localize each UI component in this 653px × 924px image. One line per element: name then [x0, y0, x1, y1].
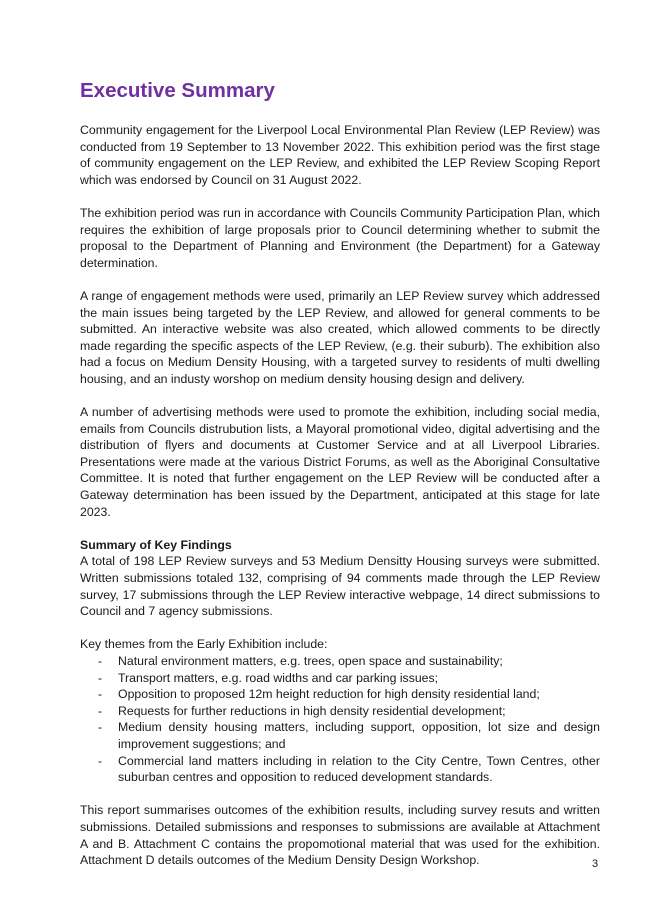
page-number: 3 — [592, 858, 599, 870]
bullet-dash: - — [98, 654, 103, 668]
list-item-text: Opposition to proposed 12m height reduction for high density residential land; — [118, 687, 540, 702]
themes-intro: Key themes from the Early Exhibition include: — [80, 637, 328, 652]
bullet-dash: - — [98, 687, 103, 702]
list-item — [80, 686, 600, 703]
list-item — [80, 703, 600, 720]
list-item-text: Requests for further reductions in high density residential development; — [118, 703, 506, 718]
paragraph-advertising-methods: A number of advertising methods were used to promote the exhibition, including social media, emails from Councils distrubution lists, a Mayoral promotional video, digital advertising and the distribution of flyers and documents at Customer Service and at all Liverpool Libraries. Presentations were made at the various District Forums, as well as the Aboriginal Consultative Committee. It is noted that further engagement on the LEP Review will be conducted after a Gateway determination has been issued by the Department, anticipated at this stage for late 2023. — [80, 405, 600, 519]
list-item-text: Medium density housing matters, including support, opposition, lot size and design improvement suggestions; and — [118, 720, 600, 751]
key-themes-list — [80, 653, 600, 786]
paragraph-key-findings: A total of 198 LEP Review surveys and 53 Medium Densitty Housing surveys were submitted. Written submissions totaled 132, comprising of 94 comments made through the LEP Review survey, 17 submissions through the LEP Review interactive webpage, 14 direct submissions to Council and 7 agency submissions. — [80, 554, 600, 619]
paragraph-participation-plan: The exhibition period was run in accordance with Councils Community Participation Plan, which requires the exhibition of large proposals prior to Council determining whether to submit the proposal to the Department of Planning and Environment (the Department) for a Gateway determination. — [80, 205, 600, 270]
key-findings-heading: Summary of Key Findings — [80, 537, 232, 552]
bullet-dash: - — [98, 703, 103, 718]
list-item — [80, 719, 600, 752]
list-item-text: Transport matters, e.g. road widths and car parking issues; — [118, 670, 439, 685]
bullet-dash: - — [98, 753, 103, 768]
list-item-text: Commercial land matters including in relation to the City Centre, Town Centres, other suburban centres and opposition to reduced development standards. — [118, 753, 600, 785]
bullet-dash: - — [98, 670, 103, 685]
paragraph-engagement-methods: A range of engagement methods were used, primarily an LEP Review survey which addressed the main issues being targeted by the LEP Review, and allowed for general comments to be submitted. An interactive website was also created, which allowed comments to be directly made regarding the specific aspects of the LEP Review, (e.g. their suburb). The exhibition also had a focus on Medium Density Housing, with a targeted survey to residents of multi dwelling housing, and an industy worshop on medium density housing design and delivery. — [80, 288, 600, 386]
list-item — [80, 653, 600, 670]
document-page — [80, 78, 600, 869]
list-item — [80, 753, 600, 786]
list-item-text: Natural environment matters, e.g. trees, open space and sustainability; — [118, 654, 503, 668]
paragraph-report-summary: This report summarises outcomes of the exhibition results, including survey resuts and written submissions. Detailed submissions and responses to submissions are available at Attachment A and B. Attachment C contains the propomotional material that was used for the exhibition. Attachment D details outcomes of the Medium Density Design Workshop. — [80, 803, 600, 868]
page-title: Executive Summary — [80, 79, 275, 102]
list-item — [80, 670, 600, 687]
paragraph-engagement-period: Community engagement for the Liverpool Local Environmental Plan Review (LEP Review) was conducted from 19 September to 13 November 2022. This exhibition period was the first stage of community engagement on the LEP Review, and exhibited the LEP Review Scoping Report which was endorsed by Council on 31 August 2022. — [80, 123, 600, 187]
bullet-dash: - — [98, 720, 103, 735]
